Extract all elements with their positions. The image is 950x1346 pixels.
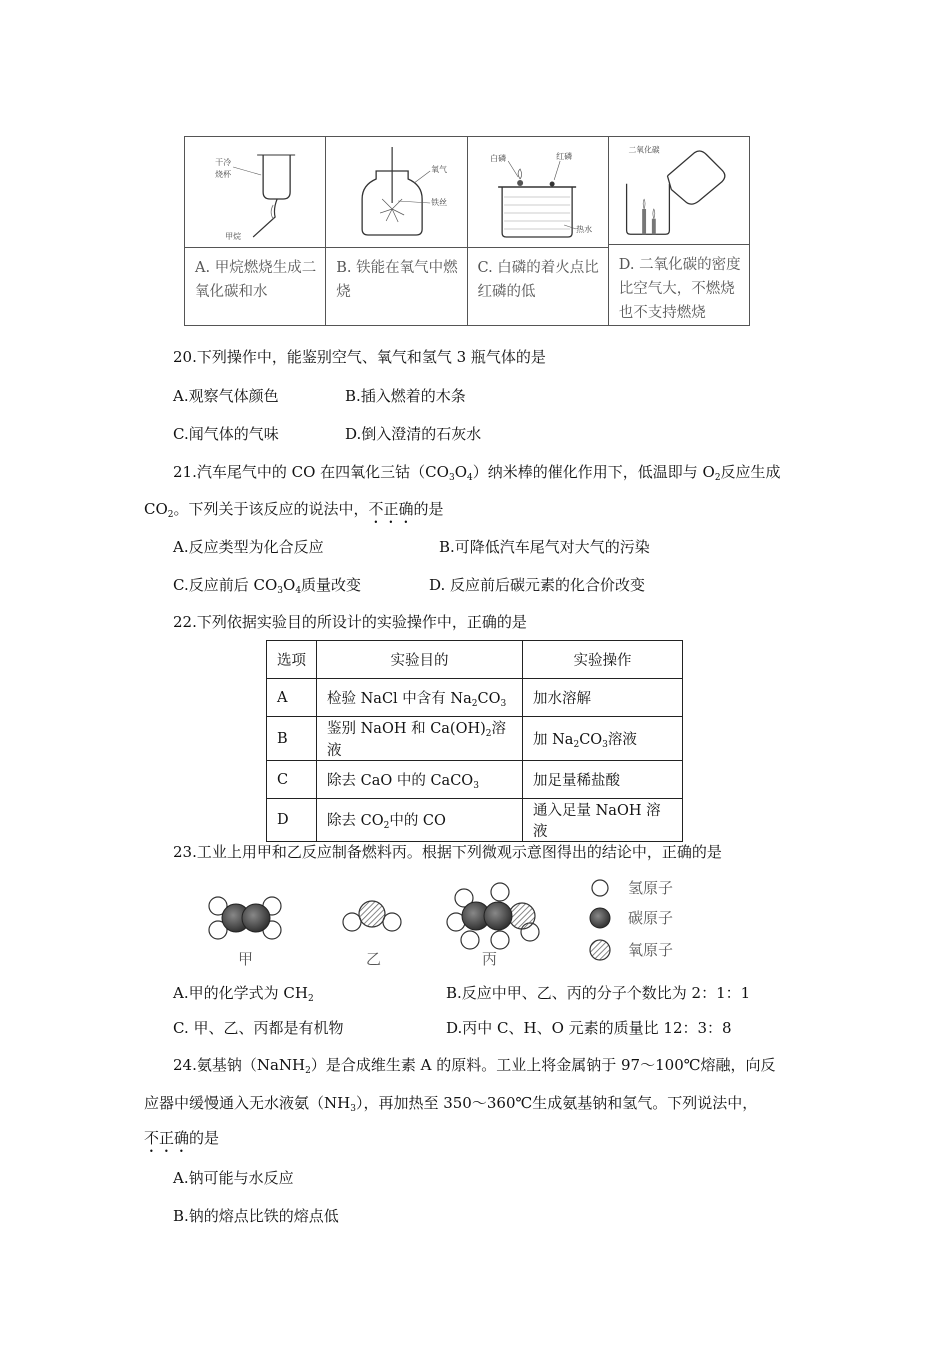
label-hot-water: 热水 (575, 225, 592, 234)
molecule-diagram (200, 878, 720, 970)
q24-not-correct-emphasis: 不正确 (144, 1129, 190, 1147)
molecule-jia (209, 897, 281, 939)
legend-hydrogen: 氢原子 (628, 879, 674, 897)
q20-option-a: A.观察气体颜色 (173, 387, 279, 405)
label-methane: 甲烷 (225, 232, 242, 241)
caption-b: B. 铁能在氧气中燃烧 (336, 260, 458, 300)
row-goal: 检验 NaCl 中含有 $Na_2CO_3$ (317, 679, 523, 717)
row-operation: 加足量稀盐酸 (523, 761, 683, 799)
table-row (267, 799, 683, 842)
legend-oxygen: 氧原子 (628, 941, 674, 959)
experiment-panel-d (609, 137, 749, 325)
header-operation: 实验操作 (523, 641, 683, 679)
label-yi: 乙 (366, 950, 382, 968)
iron-wire-in-oxygen-figure (326, 137, 466, 248)
q21-option-a: A.反应类型为化合反应 (173, 538, 324, 556)
q24-stem-line1: 24.氨基钠（NaNH$_2$）是合成维生素 A 的原料。工业上将金属钠于 97～100℃熔融，向反 (173, 1056, 776, 1076)
label-dry-cold: 干冷 (215, 158, 232, 167)
q23-option-b: B.反应中甲、乙、丙的分子个数比为 2：1：1 (446, 984, 751, 1002)
hydrogen-atom-icon (592, 880, 608, 896)
co2-pouring-candles-figure (609, 137, 749, 245)
row-option: D (267, 799, 317, 842)
label-jia: 甲 (238, 950, 254, 968)
row-operation: 通入足量 NaOH 溶液 (523, 799, 683, 842)
experiment-panel-b (326, 137, 467, 325)
molecule-bing (447, 883, 539, 949)
phosphorus-copper-plate-figure (468, 137, 608, 248)
q24-stem-line3: 不正确的是 (144, 1129, 220, 1147)
experiment-figure-table (184, 136, 750, 326)
caption-d: D. 二氧化碳的密度比空气大，不燃烧也不支持燃烧 (618, 257, 741, 321)
row-option: B (267, 717, 317, 761)
label-oxygen: 氧气 (431, 165, 448, 174)
row-goal: 鉴别 NaOH 和 $Ca(OH)_2$溶液 (317, 717, 523, 761)
molecule-yi (343, 901, 401, 931)
label-white-phosphorus: 白磷 (489, 154, 506, 163)
row-option: A (267, 679, 317, 717)
experiment-panel-a (185, 137, 326, 325)
caption-c: C. 白磷的着火点比红磷的低 (477, 260, 599, 300)
label-red-phosphorus: 红磷 (555, 152, 572, 161)
q23-stem: 23.工业上用甲和乙反应制备燃料丙。根据下列微观示意图得出的结论中，正确的是 (173, 843, 722, 861)
row-option: C (267, 761, 317, 799)
table-row (267, 717, 683, 761)
q21-option-b: B.可降低汽车尾气对大气的污染 (439, 538, 650, 556)
row-operation: 加水溶解 (523, 679, 683, 717)
atom-legend (590, 879, 673, 960)
label-bing: 丙 (482, 950, 498, 968)
table-row (267, 679, 683, 717)
table-row (267, 761, 683, 799)
label-carbon-dioxide: 二氧化碳 (628, 145, 660, 155)
table-header-row (267, 641, 683, 679)
q24-option-b: B.钠的熔点比铁的熔点低 (173, 1207, 339, 1225)
q20-option-c: C.闻气体的气味 (173, 425, 279, 443)
q23-option-a: A.甲的化学式为 $CH_2$ (173, 984, 314, 1004)
q20-option-d: D.倒入澄清的石灰水 (345, 425, 482, 443)
q24-stem-line2: 应器中缓慢通入无水液氨$(NH_3)$，再加热至 350～360℃生成氨基钠和氢气。下列说法中， (144, 1094, 758, 1114)
q21-stem-line2: $CO_2$。下列关于该反应的说法中，不正确的是 (144, 500, 444, 520)
q22-options-table (266, 640, 683, 842)
label-beaker: 烧杯 (215, 170, 232, 179)
q24-option-a: A.钠可能与水反应 (173, 1169, 294, 1187)
q21-option-d: D. 反应前后碳元素的化合价改变 (429, 576, 646, 594)
experiment-panel-c (468, 137, 609, 325)
beaker-over-methane-flame-figure (185, 137, 325, 248)
q20-stem: 20.下列操作中，能鉴别空气、氧气和氢气 3 瓶气体的是 (173, 348, 546, 366)
label-iron-wire: 铁丝 (431, 198, 448, 207)
q21-stem-line1: 21.汽车尾气中的 CO 在四氧化三钴$(CO_3O_4)$纳米棒的催化作用下，低温即与 $O_2$反应生成 (173, 463, 781, 483)
q21-option-c: C.反应前后 $CO_3O_4$质量改变 (173, 576, 362, 596)
q20-option-b: B.插入燃着的木条 (345, 387, 466, 405)
legend-carbon: 碳原子 (628, 909, 674, 927)
oxygen-atom-icon (590, 940, 610, 960)
row-goal: 除去 CaO 中的 CaCO$_3$ (317, 761, 523, 799)
q23-option-c: C. 甲、乙、丙都是有机物 (173, 1019, 344, 1037)
q21-not-correct-emphasis: 不正确 (368, 500, 414, 518)
carbon-atom-icon (590, 908, 610, 928)
row-goal: 除去 $CO_2$中的 CO (317, 799, 523, 842)
q22-stem: 22.下列依据实验目的所设计的实验操作中，正确的是 (173, 613, 527, 631)
q23-option-d: D.丙中 C、H、O 元素的质量比 12：3：8 (446, 1019, 732, 1037)
header-goal: 实验目的 (317, 641, 523, 679)
row-operation: 加 $Na_2CO_3$溶液 (523, 717, 683, 761)
caption-a: A. 甲烷燃烧生成二氧化碳和水 (195, 260, 317, 300)
header-option: 选项 (267, 641, 317, 679)
